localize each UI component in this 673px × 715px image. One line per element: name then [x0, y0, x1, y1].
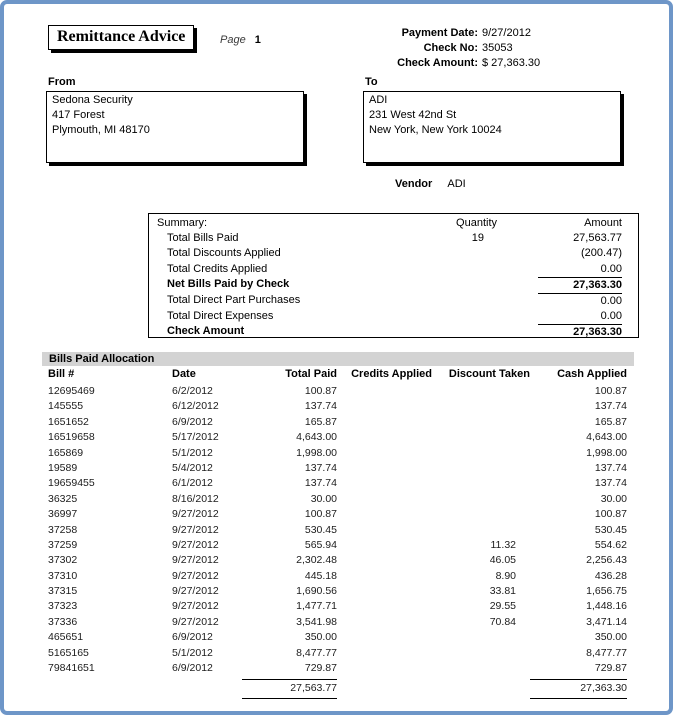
summary-row-net-bills-paid: Net Bills Paid by Check 27,363.30 [149, 277, 622, 293]
total-paid-sum: 27,563.77 [242, 679, 337, 699]
check-amount-label: Check Amount: [397, 57, 478, 69]
table-row: 12695469 6/2/2012 100.87 100.87 [48, 385, 627, 397]
to-address-box [363, 91, 621, 163]
table-row: 19659455 6/1/2012 137.74 137.74 [48, 477, 627, 490]
vendor-value: ADI [447, 178, 466, 190]
table-row: 37258 9/27/2012 530.45 530.45 [48, 523, 627, 536]
bills-paid-allocation-table [48, 366, 627, 699]
table-row: 79841651 6/9/2012 729.87 729.87 [48, 662, 627, 675]
to-line-1: ADI [369, 94, 388, 106]
table-row: 37315 9/27/2012 1,690.56 33.81 1,656.75 [48, 585, 627, 598]
from-line-3: Plymouth, MI 48170 [52, 124, 150, 136]
table-row: 19589 5/4/2012 137.74 137.74 [48, 461, 627, 474]
to-label: To [365, 76, 378, 88]
summary-box [148, 213, 639, 338]
payment-date-value: 9/27/2012 [482, 27, 531, 39]
page-number: 1 [254, 34, 261, 46]
bills-paid-allocation-header: Bills Paid Allocation [42, 352, 634, 366]
allocation-totals-row [48, 679, 627, 699]
allocation-column-headers [48, 366, 627, 383]
table-row: 37259 9/27/2012 565.94 11.32 554.62 [48, 538, 627, 551]
from-address-box [46, 91, 304, 163]
table-row: 145555 6/12/2012 137.74 137.74 [48, 400, 627, 413]
table-row: 465651 6/9/2012 350.00 350.00 [48, 631, 627, 644]
check-amount-row [354, 56, 540, 71]
report-title: Remittance Advice [48, 25, 194, 50]
payment-date-row [354, 26, 540, 41]
table-row: 37310 9/27/2012 445.18 8.90 436.28 [48, 569, 627, 582]
allocation-rows [48, 384, 627, 676]
table-row: 36325 8/16/2012 30.00 30.00 [48, 492, 627, 505]
check-no-label: Check No: [423, 42, 478, 54]
to-line-3: New York, New York 10024 [369, 124, 502, 136]
summary-header-row [149, 216, 622, 231]
summary-row-direct-part-purchases: Total Direct Part Purchases 0.00 [149, 293, 622, 309]
table-row: 37323 9/27/2012 1,477.71 29.55 1,448.16 [48, 600, 627, 613]
summary-row-direct-expenses: Total Direct Expenses 0.00 [167, 310, 622, 323]
from-line-1: Sedona Security [52, 94, 133, 106]
page-indicator [220, 34, 261, 46]
summary-title: Summary: [157, 217, 208, 229]
col-total-paid: Total Paid [285, 368, 337, 380]
table-row: 16519658 5/17/2012 4,643.00 4,643.00 [48, 431, 627, 444]
col-cash-applied: Cash Applied [557, 368, 627, 380]
table-row: 37302 9/27/2012 2,302.48 46.05 2,256.43 [48, 554, 627, 567]
summary-row-total-bills-paid: Total Bills Paid 19 27,563.77 [167, 232, 622, 245]
summary-row-check-amount: Check Amount 27,363.30 [149, 324, 622, 340]
to-line-2: 231 West 42nd St [369, 109, 457, 121]
from-label: From [48, 76, 76, 88]
summary-quantity-header: Quantity [456, 217, 497, 229]
summary-amount-header: Amount [584, 217, 622, 229]
check-no-row [354, 41, 540, 56]
col-discount-taken: Discount Taken [448, 368, 530, 380]
vendor-label: Vendor [395, 178, 433, 190]
check-amount-value: $ 27,363.30 [482, 57, 541, 69]
table-row: 36997 9/27/2012 100.87 100.87 [48, 508, 627, 521]
from-line-2: 417 Forest [52, 109, 105, 121]
payment-date-label: Payment Date: [401, 27, 478, 39]
table-row: 165869 5/1/2012 1,998.00 1,998.00 [48, 446, 627, 459]
summary-row-total-credits: Total Credits Applied 0.00 [167, 262, 622, 275]
vendor-line [395, 178, 466, 190]
cash-applied-sum: 27,363.30 [530, 679, 627, 699]
table-row: 37336 9/27/2012 3,541.98 70.84 3,471.14 [48, 615, 627, 628]
col-date: Date [172, 368, 196, 380]
page-label: Page [220, 34, 246, 46]
col-credits-applied: Credits Applied [351, 368, 432, 380]
col-bill: Bill # [48, 368, 75, 380]
table-row: 1651652 6/9/2012 165.87 165.87 [48, 415, 627, 428]
check-no-value: 35053 [482, 42, 513, 54]
table-row: 5165165 5/1/2012 8,477.77 8,477.77 [48, 646, 627, 659]
check-header-fields [354, 26, 540, 71]
summary-row-total-discounts: Total Discounts Applied (200.47) [167, 247, 622, 260]
